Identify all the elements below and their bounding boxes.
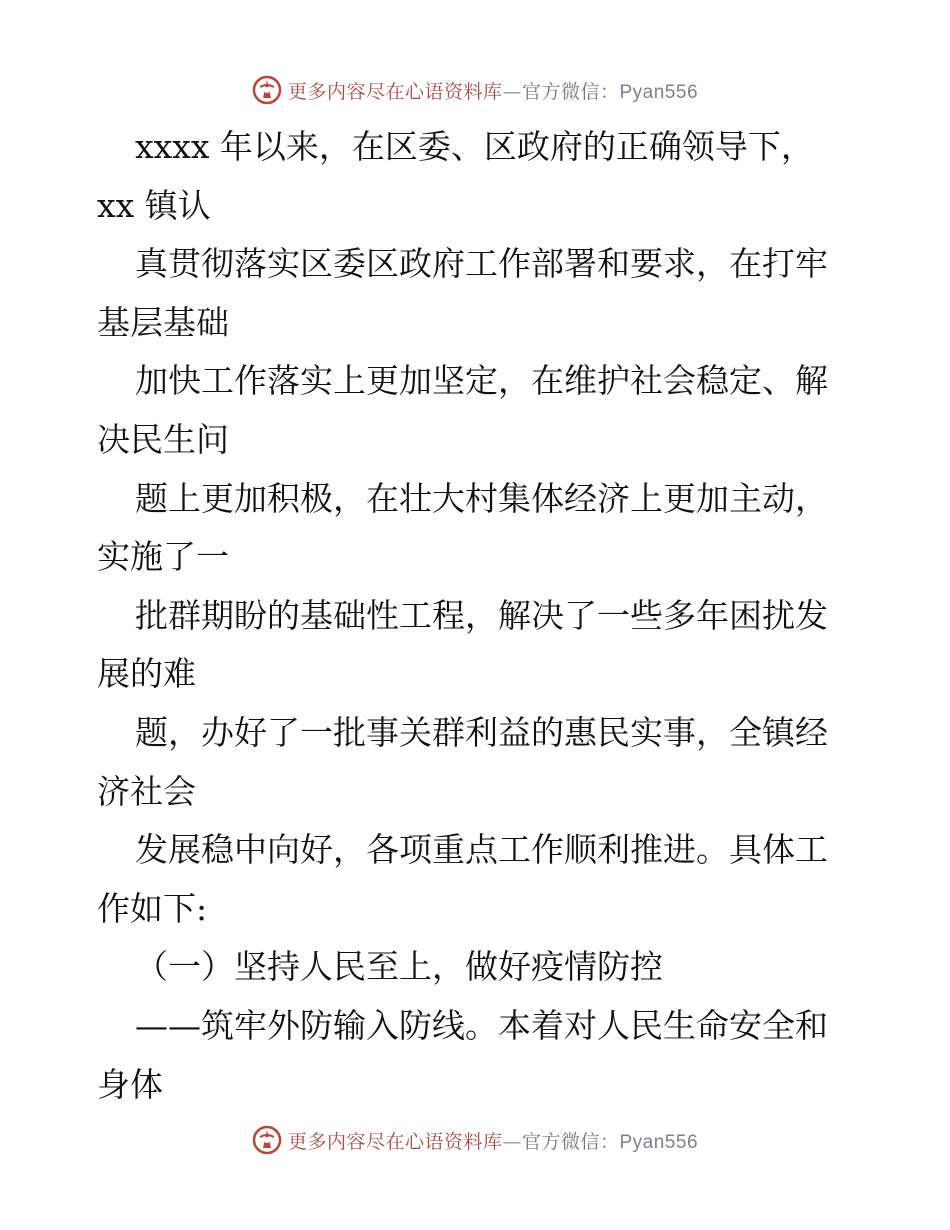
paragraph-line: 发展稳中向好，各项重点工作顺利推进。具体工 <box>135 830 828 870</box>
wechat-id: Pyan556 <box>619 81 699 103</box>
watermark-text <box>288 1127 698 1154</box>
paragraph-line: 基层基础 <box>97 302 229 342</box>
brand-text: 更多内容尽在心语资料库 <box>287 80 503 103</box>
watermark-text <box>288 77 698 104</box>
paragraph-line: 批群期盼的基础性工程，解决了一些多年困扰发 <box>135 595 828 635</box>
brand-text: 更多内容尽在心语资料库 <box>287 1130 503 1153</box>
wechat-id: Pyan556 <box>619 1131 699 1153</box>
paragraph-line: ——筑牢外防输入防线。本着对人民生命安全和 <box>135 1005 828 1045</box>
wechat-label: 官方微信： <box>521 1130 620 1153</box>
footer-watermark <box>0 1120 950 1160</box>
brand-separator: — <box>502 1130 522 1153</box>
paragraph-line: 身体 <box>97 1064 163 1104</box>
tower-logo-icon <box>252 1125 282 1155</box>
section-heading: （一）坚持人民至上，做好疫情防控 <box>135 947 663 987</box>
tower-logo-icon <box>252 75 282 105</box>
paragraph-line: 展的难 <box>97 654 196 694</box>
header-watermark <box>0 70 950 110</box>
paragraph-line: 题上更加积极，在壮大村集体经济上更加主动， <box>135 478 828 518</box>
wechat-label: 官方微信： <box>521 80 620 103</box>
paragraph-line: xxxx 年以来，在区委、区政府的正确领导下， <box>135 127 814 166</box>
paragraph-line: 决民生问 <box>97 419 229 459</box>
paragraph-line: 济社会 <box>97 771 196 811</box>
brand-separator: — <box>502 80 522 103</box>
paragraph-line: 实施了一 <box>97 537 229 577</box>
paragraph-line: 作如下: <box>97 888 208 928</box>
paragraph-line: 真贯彻落实区委区政府工作部署和要求，在打牢 <box>135 244 828 284</box>
paragraph-line: xx 镇认 <box>97 185 211 225</box>
document-body <box>97 118 857 1114</box>
paragraph-line: 加快工作落实上更加坚定，在维护社会稳定、解 <box>135 361 828 401</box>
paragraph-line: 题，办好了一批事关群利益的惠民实事，全镇经 <box>135 712 828 752</box>
